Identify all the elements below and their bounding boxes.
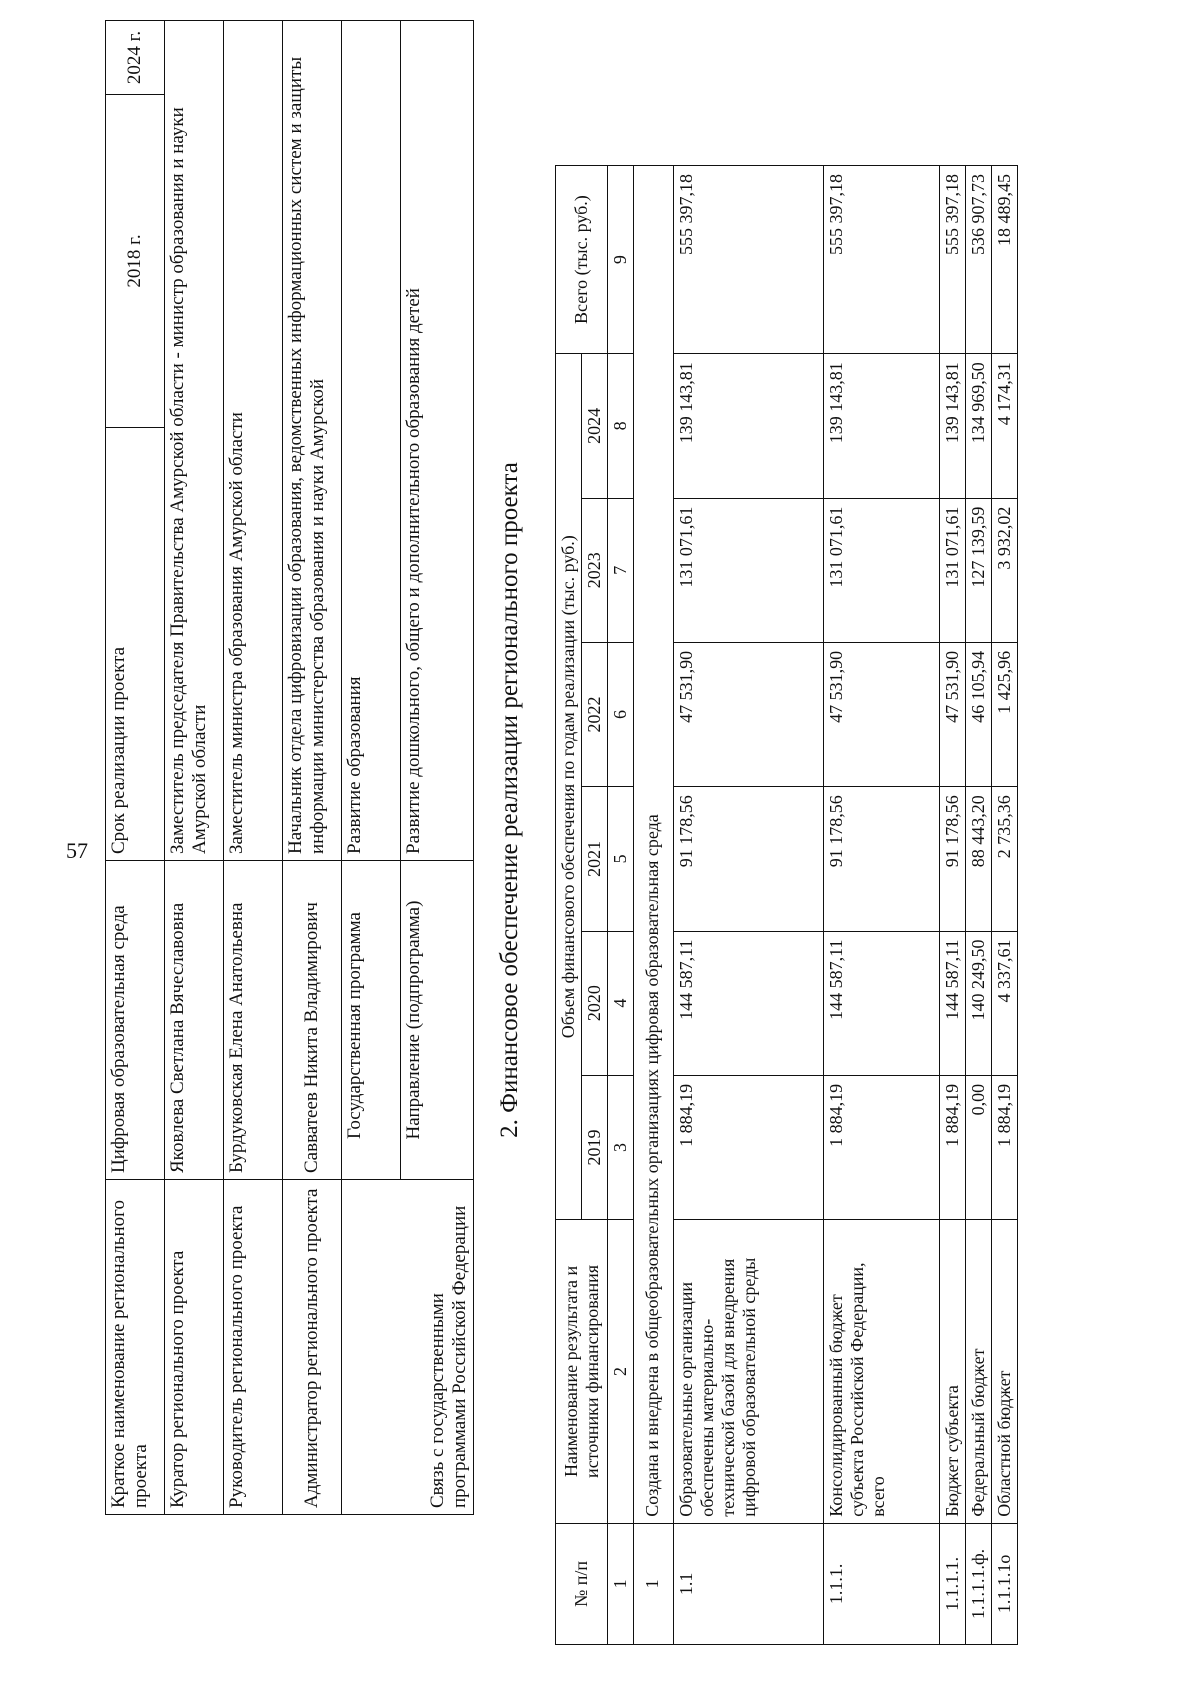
finance-section-title: 2. Финансовое обеспечение реализации регионального проекта [496, 462, 523, 1138]
direction-label: Направление (подпрограмма) [401, 861, 474, 1180]
finance-header-row-1 [556, 166, 582, 1645]
table-row [966, 166, 992, 1645]
table-row [992, 166, 1018, 1645]
row-name: Областной бюджет [992, 1220, 1018, 1524]
state-program-label: Государственная программа [342, 861, 401, 1180]
column-number-row [608, 166, 634, 1645]
total-cell: 555 397,18 [824, 166, 940, 354]
value-cell: 144 587,11 [824, 931, 940, 1075]
row-number: 1.1.1.1.ф. [966, 1523, 992, 1644]
value-cell: 47 531,90 [674, 642, 824, 786]
passport-header-row [106, 21, 165, 1515]
value-cell: 1 884,19 [992, 1075, 1018, 1219]
short-name-value: Цифровая образовательная среда [106, 861, 165, 1180]
curator-label: Куратор регионального проекта [165, 1180, 224, 1515]
value-cell: 1 884,19 [674, 1075, 824, 1219]
col-num-header: № п/п [556, 1523, 608, 1644]
total-cell: 555 397,18 [674, 166, 824, 354]
state-program-row [342, 21, 401, 1515]
curator-row [165, 21, 224, 1515]
column-number: 6 [608, 642, 634, 786]
short-name-label: Краткое наименование регионального проекта [106, 1180, 165, 1515]
value-cell: 47 531,90 [940, 642, 966, 786]
row-name: Бюджет субъекта [940, 1220, 966, 1524]
value-cell: 134 969,50 [966, 354, 992, 498]
col-total-header: Всего (тыс. руб.) [556, 166, 608, 354]
value-cell: 140 249,50 [966, 931, 992, 1075]
section-number: 1 [634, 1523, 674, 1644]
year-header: 2019 [582, 1075, 608, 1219]
row-number: 1.1 [674, 1523, 824, 1644]
value-cell: 2 735,36 [992, 787, 1018, 931]
total-cell: 555 397,18 [940, 166, 966, 354]
finance-table [555, 165, 1018, 1645]
value-cell: 3 932,02 [992, 498, 1018, 642]
column-number: 2 [608, 1220, 634, 1524]
value-cell: 46 105,94 [966, 642, 992, 786]
project-passport-table [105, 20, 474, 1515]
page-number: 57 [66, 838, 88, 863]
row-number: 1.1.1. [824, 1523, 940, 1644]
year-header: 2020 [582, 931, 608, 1075]
section-text: Создана и внедрена в общеобразовательных организациях цифровая образовательная среда [634, 166, 674, 1524]
state-program-value: Развитие образования [342, 21, 401, 861]
value-cell: 88 443,20 [966, 787, 992, 931]
col-volume-header: Объем финансового обеспечения по годам реализации (тыс. руб.) [556, 354, 582, 1220]
direction-value: Развитие дошкольного, общего и дополнительного образования детей [401, 21, 474, 861]
administrator-label: Администратор регионального проекта [283, 1180, 342, 1515]
head-row [224, 21, 283, 1515]
curator-position: Заместитель председателя Правительства Амурской области - министр образования и науки Амурской области [165, 21, 224, 861]
year-header: 2024 [582, 354, 608, 498]
year-header: 2021 [582, 787, 608, 931]
row-name: Образовательные организации обеспечены материально-технической базой для внедрения цифровой образовательной среды [674, 1220, 824, 1524]
value-cell: 131 071,61 [674, 498, 824, 642]
value-cell: 0,00 [966, 1075, 992, 1219]
column-number: 3 [608, 1075, 634, 1219]
value-cell: 131 071,61 [824, 498, 940, 642]
value-cell: 1 884,19 [824, 1075, 940, 1219]
col-name-header: Наименование результата и источники финансирования [556, 1220, 608, 1524]
column-number: 4 [608, 931, 634, 1075]
value-cell: 91 178,56 [940, 787, 966, 931]
column-number: 5 [608, 787, 634, 931]
value-cell: 131 071,61 [940, 498, 966, 642]
value-cell: 91 178,56 [824, 787, 940, 931]
row-name: Федеральный бюджет [966, 1220, 992, 1524]
column-number: 8 [608, 354, 634, 498]
head-person: Бурдуковская Елена Анатольевна [224, 861, 283, 1180]
value-cell: 144 587,11 [674, 931, 824, 1075]
column-number: 7 [608, 498, 634, 642]
column-number: 9 [608, 166, 634, 354]
column-number: 1 [608, 1523, 634, 1644]
value-cell: 127 139,59 [966, 498, 992, 642]
value-cell: 139 143,81 [674, 354, 824, 498]
value-cell: 139 143,81 [824, 354, 940, 498]
value-cell: 1 425,96 [992, 642, 1018, 786]
period-start: 2018 г. [106, 95, 165, 428]
head-position: Заместитель министра образования Амурской области [224, 21, 283, 861]
head-label: Руководитель регионального проекта [224, 1180, 283, 1515]
row-number: 1.1.1.1о [992, 1523, 1018, 1644]
table-row [674, 166, 824, 1645]
period-end: 2024 г. [106, 21, 165, 95]
curator-person: Яковлева Светлана Вячеславовна [165, 861, 224, 1180]
administrator-position: Начальник отдела цифровизации образования, ведомственных информационных систем и защиты информации министерства образования и науки Амурской [283, 21, 342, 861]
value-cell: 139 143,81 [940, 354, 966, 498]
table-row [940, 166, 966, 1645]
administrator-row [283, 21, 342, 1515]
value-cell: 4 174,31 [992, 354, 1018, 498]
value-cell: 91 178,56 [674, 787, 824, 931]
row-number: 1.1.1.1. [940, 1523, 966, 1644]
links-label: Связь с государственными программами Российской Федерации [342, 1180, 474, 1515]
value-cell: 144 587,11 [940, 931, 966, 1075]
table-row [824, 166, 940, 1645]
value-cell: 1 884,19 [940, 1075, 966, 1219]
year-header: 2022 [582, 642, 608, 786]
period-label: Срок реализации проекта [106, 428, 165, 861]
administrator-person: Савватеев Никита Владимирович [283, 861, 342, 1180]
value-cell: 47 531,90 [824, 642, 940, 786]
year-header: 2023 [582, 498, 608, 642]
row-name: Консолидированный бюджет субъекта Российской Федерации, всего [824, 1220, 940, 1524]
value-cell: 4 337,61 [992, 931, 1018, 1075]
total-cell: 536 907,73 [966, 166, 992, 354]
section-row [634, 166, 674, 1645]
total-cell: 18 489,45 [992, 166, 1018, 354]
